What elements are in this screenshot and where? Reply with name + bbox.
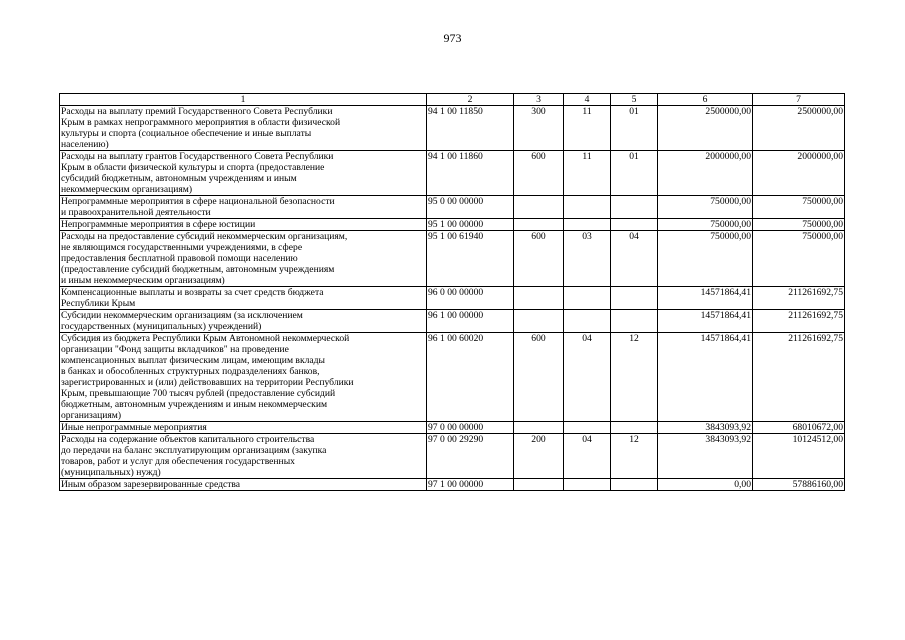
column-header: 3: [514, 94, 564, 106]
section-cell: [564, 219, 611, 231]
table-header-row: [60, 94, 845, 106]
subsection-cell: [611, 196, 658, 219]
table-row: [60, 479, 845, 491]
amount-year2-cell: 57886160,00: [753, 479, 845, 491]
expense-type-cell: 600: [514, 151, 564, 196]
amount-year1-cell: 14571864,41: [658, 287, 753, 310]
section-cell: [564, 479, 611, 491]
subsection-cell: [611, 310, 658, 333]
expense-name-line: населению): [61, 139, 109, 150]
expense-type-cell: [514, 196, 564, 219]
classification-code-cell: 94 1 00 11860: [427, 151, 514, 196]
column-header: 6: [658, 94, 753, 106]
section-cell: 04: [564, 333, 611, 422]
amount-year1-cell: 750000,00: [658, 219, 753, 231]
amount-year1-cell: 750000,00: [658, 231, 753, 287]
expense-name-line: Крым, превышающие 700 тысяч рублей (предоставление субсидий: [61, 388, 336, 399]
expense-name-line: Крым в области физической культуры и спорта (предоставление: [61, 162, 325, 173]
subsection-cell: [611, 287, 658, 310]
expense-name-cell: [60, 333, 427, 422]
expense-type-cell: [514, 287, 564, 310]
amount-year2-cell: 10124512,00: [753, 434, 845, 479]
section-cell: 04: [564, 434, 611, 479]
expense-name-line: Непрограммные мероприятия в сфере национальной безопасности: [61, 196, 335, 207]
expense-name-line: (муниципальных) нужд): [61, 467, 161, 478]
expense-name-line: предоставления бесплатной правовой помощи населению: [61, 253, 298, 264]
column-header: 4: [564, 94, 611, 106]
section-cell: [564, 310, 611, 333]
amount-year2-cell: 750000,00: [753, 196, 845, 219]
amount-year1-cell: 2000000,00: [658, 151, 753, 196]
expense-name-cell: [60, 106, 427, 151]
expense-name-line: зарегистрированных и (или) действовавших на территории Республики: [61, 377, 354, 388]
expense-name-cell: [60, 310, 427, 333]
expense-name-cell: [60, 151, 427, 196]
subsection-cell: 04: [611, 231, 658, 287]
table-row: [60, 434, 845, 479]
column-header: 5: [611, 94, 658, 106]
expense-name-line: и правоохранительной деятельности: [61, 207, 211, 218]
amount-year1-cell: 14571864,41: [658, 333, 753, 422]
expense-name-line: некоммерческим организациям): [61, 184, 193, 195]
classification-code-cell: 96 1 00 00000: [427, 310, 514, 333]
section-cell: [564, 287, 611, 310]
classification-code-cell: 95 0 00 00000: [427, 196, 514, 219]
section-cell: 11: [564, 106, 611, 151]
expense-type-cell: 300: [514, 106, 564, 151]
table-row: [60, 310, 845, 333]
expense-name-line: в банках и обособленных структурных подразделениях банков,: [61, 366, 320, 377]
amount-year1-cell: 3843093,92: [658, 434, 753, 479]
expense-name-line: Иным образом зарезервированные средства: [61, 479, 241, 490]
section-cell: [564, 422, 611, 434]
expense-name-line: товаров, работ и услуг для обеспечения государственных: [61, 456, 295, 467]
amount-year2-cell: 750000,00: [753, 219, 845, 231]
classification-code-cell: 97 1 00 00000: [427, 479, 514, 491]
subsection-cell: 01: [611, 106, 658, 151]
amount-year2-cell: 2000000,00: [753, 151, 845, 196]
subsection-cell: [611, 479, 658, 491]
classification-code-cell: 95 1 00 00000: [427, 219, 514, 231]
expense-name-line: бюджетным, автономным учреждениям и иным некоммерческим: [61, 399, 328, 410]
table-row: [60, 151, 845, 196]
expense-type-cell: [514, 479, 564, 491]
expense-name-line: культуры и спорта (социальное обеспечение и иные выплаты: [61, 128, 312, 139]
expense-type-cell: [514, 422, 564, 434]
amount-year2-cell: 211261692,75: [753, 287, 845, 310]
page-number: 973: [443, 31, 462, 45]
subsection-cell: [611, 219, 658, 231]
amount-year2-cell: 68010672,00: [753, 422, 845, 434]
expense-name-line: Расходы на содержание объектов капитального строительства: [61, 434, 315, 445]
classification-code-cell: 97 0 00 00000: [427, 422, 514, 434]
expense-name-line: и иным некоммерческим организациям): [61, 275, 225, 286]
classification-code-cell: 96 0 00 00000: [427, 287, 514, 310]
table-row: [60, 219, 845, 231]
amount-year2-cell: 211261692,75: [753, 333, 845, 422]
classification-code-cell: 94 1 00 11850: [427, 106, 514, 151]
expense-name-line: до передачи на баланс эксплуатирующим организациям (закупка: [61, 445, 327, 456]
amount-year1-cell: 3843093,92: [658, 422, 753, 434]
expense-name-cell: [60, 219, 427, 231]
expense-name-line: (предоставление субсидий бюджетным, автономным учреждениям: [61, 264, 335, 275]
expense-name-line: Расходы на выплату грантов Государственного Совета Республики: [61, 151, 334, 162]
table-row: [60, 106, 845, 151]
table-row: [60, 287, 845, 310]
amount-year2-cell: 2500000,00: [753, 106, 845, 151]
expense-name-line: компенсационных выплат физическим лицам, имеющим вклады: [61, 355, 325, 366]
expense-name-line: Непрограммные мероприятия в сфере юстиции: [61, 219, 256, 230]
expense-name-cell: [60, 479, 427, 491]
expense-type-cell: 200: [514, 434, 564, 479]
amount-year1-cell: 750000,00: [658, 196, 753, 219]
amount-year2-cell: 211261692,75: [753, 310, 845, 333]
expense-name-line: Расходы на предоставление субсидий некоммерческим организациям,: [61, 231, 348, 242]
expense-name-line: Крым в рамках непрограммного мероприятия в области физической: [61, 117, 341, 128]
table-row: [60, 231, 845, 287]
budget-table: [59, 93, 845, 491]
expense-name-line: Субсидия из бюджета Республики Крым Автономной некоммерческой: [61, 333, 350, 344]
expense-name-line: государственных (муниципальных) учреждений): [61, 321, 262, 332]
expense-name-line: Расходы на выплату премий Государственного Совета Республики: [61, 106, 333, 117]
expense-name-cell: [60, 422, 427, 434]
subsection-cell: [611, 422, 658, 434]
expense-name-line: Иные непрограммные мероприятия: [61, 422, 207, 433]
amount-year2-cell: 750000,00: [753, 231, 845, 287]
section-cell: [564, 196, 611, 219]
expense-name-line: организации "Фонд защиты вкладчиков" на проведение: [61, 344, 289, 355]
table-row: [60, 422, 845, 434]
expense-name-line: не являющимся государственными учреждениями, в сфере: [61, 242, 303, 253]
column-header: 1: [60, 94, 427, 106]
expense-name-line: Компенсационные выплаты и возвраты за счет средств бюджета: [61, 287, 324, 298]
section-cell: 11: [564, 151, 611, 196]
section-cell: 03: [564, 231, 611, 287]
table-row: [60, 333, 845, 422]
amount-year1-cell: 0,00: [658, 479, 753, 491]
expense-name-cell: [60, 231, 427, 287]
expense-name-cell: [60, 434, 427, 479]
table-body: [60, 106, 845, 491]
classification-code-cell: 95 1 00 61940: [427, 231, 514, 287]
expense-name-cell: [60, 287, 427, 310]
expense-type-cell: [514, 310, 564, 333]
column-header: 7: [753, 94, 845, 106]
classification-code-cell: 97 0 00 29290: [427, 434, 514, 479]
expense-name-line: Субсидии некоммерческим организациям (за исключением: [61, 310, 303, 321]
column-header: 2: [427, 94, 514, 106]
table-row: [60, 196, 845, 219]
amount-year1-cell: 2500000,00: [658, 106, 753, 151]
expense-name-cell: [60, 196, 427, 219]
expense-name-line: субсидий бюджетным, автономным учреждениям и иным: [61, 173, 297, 184]
subsection-cell: 01: [611, 151, 658, 196]
expense-name-line: Республики Крым: [61, 298, 136, 309]
expense-type-cell: 600: [514, 333, 564, 422]
subsection-cell: 12: [611, 333, 658, 422]
expense-type-cell: [514, 219, 564, 231]
classification-code-cell: 96 1 00 60020: [427, 333, 514, 422]
amount-year1-cell: 14571864,41: [658, 310, 753, 333]
expense-name-line: организациям): [61, 410, 122, 421]
expense-type-cell: 600: [514, 231, 564, 287]
subsection-cell: 12: [611, 434, 658, 479]
